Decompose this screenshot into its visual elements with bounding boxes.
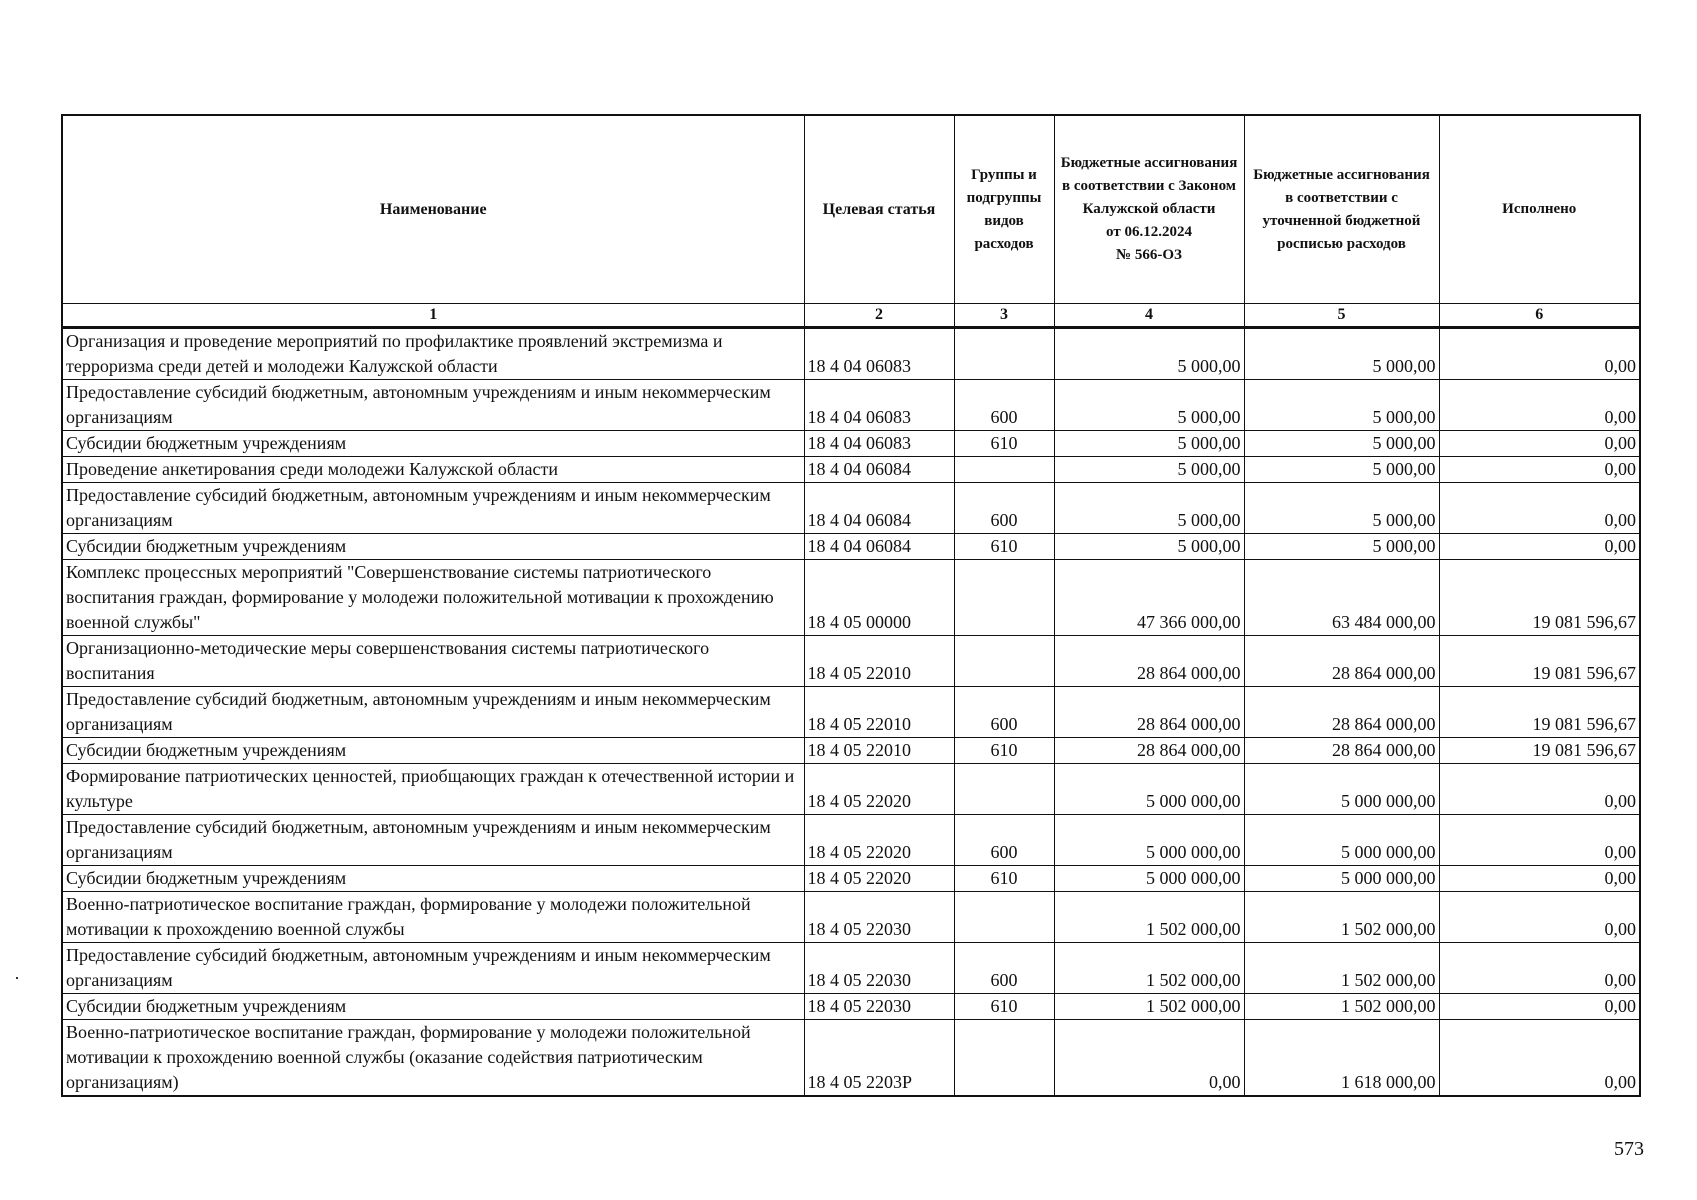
cell-expense-group: 610 xyxy=(954,994,1054,1020)
table-row xyxy=(62,560,1640,636)
cell-law-amount: 1 502 000,00 xyxy=(1054,892,1244,943)
cell-law-amount: 28 864 000,00 xyxy=(1054,636,1244,687)
cell-refined-amount: 5 000,00 xyxy=(1244,483,1439,534)
cell-executed-amount: 0,00 xyxy=(1439,431,1640,457)
cell-expense-group: 600 xyxy=(954,687,1054,738)
cell-refined-amount: 5 000,00 xyxy=(1244,380,1439,431)
cell-law-amount: 5 000,00 xyxy=(1054,457,1244,483)
cell-expense-group: 610 xyxy=(954,431,1054,457)
cell-refined-amount: 5 000,00 xyxy=(1244,431,1439,457)
cell-law-amount: 5 000 000,00 xyxy=(1054,866,1244,892)
cell-name: Формирование патриотических ценностей, приобщающих граждан к отечественной истории и культуре xyxy=(62,764,804,815)
cell-executed-amount: 0,00 xyxy=(1439,380,1640,431)
cell-target-article: 18 4 05 22020 xyxy=(804,764,954,815)
table-header-row xyxy=(62,115,1640,304)
cell-law-amount: 47 366 000,00 xyxy=(1054,560,1244,636)
cell-expense-group: 610 xyxy=(954,738,1054,764)
cell-expense-group xyxy=(954,892,1054,943)
table-row xyxy=(62,764,1640,815)
cell-executed-amount: 19 081 596,67 xyxy=(1439,738,1640,764)
cell-name: Предоставление субсидий бюджетным, автономным учреждениям и иным некоммерческим организациям xyxy=(62,943,804,994)
table-row xyxy=(62,636,1640,687)
header-law-date: от 06.12.2024 xyxy=(1106,224,1192,240)
header-law-assignments xyxy=(1054,115,1244,304)
cell-law-amount: 28 864 000,00 xyxy=(1054,687,1244,738)
cell-name: Субсидии бюджетным учреждениям xyxy=(62,738,804,764)
cell-executed-amount: 0,00 xyxy=(1439,764,1640,815)
column-number: 5 xyxy=(1244,304,1439,328)
cell-target-article: 18 4 04 06083 xyxy=(804,431,954,457)
table-row xyxy=(62,483,1640,534)
table-row xyxy=(62,943,1640,994)
cell-refined-amount: 28 864 000,00 xyxy=(1244,738,1439,764)
cell-target-article: 18 4 05 22020 xyxy=(804,815,954,866)
cell-refined-amount: 28 864 000,00 xyxy=(1244,687,1439,738)
cell-target-article: 18 4 04 06084 xyxy=(804,483,954,534)
cell-executed-amount: 0,00 xyxy=(1439,483,1640,534)
column-number: 3 xyxy=(954,304,1054,328)
header-law-text: Бюджетные ассигнования в соответствии с Законом Калужской области xyxy=(1060,155,1238,217)
cell-executed-amount: 0,00 xyxy=(1439,457,1640,483)
budget-execution-table xyxy=(61,114,1641,1097)
table-row xyxy=(62,1020,1640,1097)
column-number: 2 xyxy=(804,304,954,328)
cell-target-article: 18 4 05 22010 xyxy=(804,636,954,687)
cell-refined-amount: 5 000,00 xyxy=(1244,457,1439,483)
cell-target-article: 18 4 05 00000 xyxy=(804,560,954,636)
page-number: 573 xyxy=(1614,1138,1644,1160)
cell-expense-group: 600 xyxy=(954,380,1054,431)
header-refined-assignments: Бюджетные ассигнования в соответствии с уточненной бюджетной росписью расходов xyxy=(1244,115,1439,304)
column-number: 6 xyxy=(1439,304,1640,328)
table-row xyxy=(62,534,1640,560)
cell-executed-amount: 0,00 xyxy=(1439,815,1640,866)
cell-law-amount: 1 502 000,00 xyxy=(1054,943,1244,994)
cell-name: Военно-патриотическое воспитание граждан, формирование у молодежи положительной мотивации к прохождению военной службы (оказание содействия патриотическим организациям) xyxy=(62,1020,804,1097)
table-row xyxy=(62,815,1640,866)
cell-expense-group: 600 xyxy=(954,943,1054,994)
cell-name: Военно-патриотическое воспитание граждан, формирование у молодежи положительной мотивации к прохождению военной службы xyxy=(62,892,804,943)
cell-target-article: 18 4 05 22030 xyxy=(804,943,954,994)
table-row xyxy=(62,866,1640,892)
cell-law-amount: 5 000,00 xyxy=(1054,431,1244,457)
cell-law-amount: 28 864 000,00 xyxy=(1054,738,1244,764)
table-row xyxy=(62,994,1640,1020)
cell-target-article: 18 4 04 06084 xyxy=(804,534,954,560)
cell-executed-amount: 19 081 596,67 xyxy=(1439,560,1640,636)
cell-refined-amount: 1 502 000,00 xyxy=(1244,943,1439,994)
scan-speck xyxy=(16,977,18,979)
cell-name: Предоставление субсидий бюджетным, автономным учреждениям и иным некоммерческим организациям xyxy=(62,483,804,534)
cell-target-article: 18 4 05 22030 xyxy=(804,892,954,943)
cell-law-amount: 0,00 xyxy=(1054,1020,1244,1097)
cell-name: Организация и проведение мероприятий по профилактике проявлений экстремизма и терроризма среди детей и молодежи Калужской области xyxy=(62,328,804,380)
header-target-article: Целевая статья xyxy=(804,115,954,304)
cell-target-article: 18 4 04 06083 xyxy=(804,328,954,380)
table-row xyxy=(62,738,1640,764)
cell-refined-amount: 63 484 000,00 xyxy=(1244,560,1439,636)
cell-expense-group xyxy=(954,1020,1054,1097)
cell-law-amount: 5 000,00 xyxy=(1054,328,1244,380)
table-row xyxy=(62,328,1640,380)
header-law-number: № 566-ОЗ xyxy=(1116,247,1182,263)
cell-target-article: 18 4 05 22030 xyxy=(804,994,954,1020)
cell-name: Предоставление субсидий бюджетным, автономным учреждениям и иным некоммерческим организациям xyxy=(62,380,804,431)
cell-expense-group: 600 xyxy=(954,483,1054,534)
cell-name: Организационно-методические меры совершенствования системы патриотического воспитания xyxy=(62,636,804,687)
cell-expense-group xyxy=(954,560,1054,636)
cell-name: Субсидии бюджетным учреждениям xyxy=(62,866,804,892)
cell-law-amount: 5 000,00 xyxy=(1054,483,1244,534)
table-row xyxy=(62,892,1640,943)
cell-target-article: 18 4 05 22010 xyxy=(804,738,954,764)
cell-expense-group xyxy=(954,457,1054,483)
table-body xyxy=(62,328,1640,1097)
cell-expense-group: 610 xyxy=(954,866,1054,892)
cell-executed-amount: 19 081 596,67 xyxy=(1439,636,1640,687)
cell-executed-amount: 0,00 xyxy=(1439,328,1640,380)
cell-refined-amount: 5 000 000,00 xyxy=(1244,866,1439,892)
cell-executed-amount: 0,00 xyxy=(1439,1020,1640,1097)
cell-law-amount: 5 000,00 xyxy=(1054,380,1244,431)
cell-executed-amount: 0,00 xyxy=(1439,994,1640,1020)
cell-target-article: 18 4 04 06084 xyxy=(804,457,954,483)
cell-name: Предоставление субсидий бюджетным, автономным учреждениям и иным некоммерческим организациям xyxy=(62,687,804,738)
cell-expense-group xyxy=(954,328,1054,380)
cell-executed-amount: 0,00 xyxy=(1439,534,1640,560)
cell-law-amount: 5 000,00 xyxy=(1054,534,1244,560)
cell-expense-group: 610 xyxy=(954,534,1054,560)
cell-expense-group xyxy=(954,764,1054,815)
cell-expense-group: 600 xyxy=(954,815,1054,866)
cell-name: Субсидии бюджетным учреждениям xyxy=(62,534,804,560)
cell-executed-amount: 0,00 xyxy=(1439,943,1640,994)
cell-refined-amount: 5 000,00 xyxy=(1244,328,1439,380)
cell-refined-amount: 1 502 000,00 xyxy=(1244,994,1439,1020)
table-row xyxy=(62,431,1640,457)
cell-target-article: 18 4 05 22010 xyxy=(804,687,954,738)
table-row xyxy=(62,457,1640,483)
cell-name: Проведение анкетирования среди молодежи Калужской области xyxy=(62,457,804,483)
column-number: 1 xyxy=(62,304,804,328)
cell-name: Субсидии бюджетным учреждениям xyxy=(62,431,804,457)
cell-refined-amount: 1 618 000,00 xyxy=(1244,1020,1439,1097)
cell-executed-amount: 19 081 596,67 xyxy=(1439,687,1640,738)
cell-refined-amount: 5 000 000,00 xyxy=(1244,815,1439,866)
cell-expense-group xyxy=(954,636,1054,687)
cell-target-article: 18 4 05 2203Р xyxy=(804,1020,954,1097)
cell-name: Комплекс процессных мероприятий "Совершенствование системы патриотического воспитания граждан, формирование у молодежи положительной мотивации к прохождению военной службы" xyxy=(62,560,804,636)
cell-name: Субсидии бюджетным учреждениям xyxy=(62,994,804,1020)
cell-target-article: 18 4 04 06083 xyxy=(804,380,954,431)
cell-target-article: 18 4 05 22020 xyxy=(804,866,954,892)
header-name: Наименование xyxy=(62,115,804,304)
header-executed: Исполнено xyxy=(1439,115,1640,304)
cell-refined-amount: 1 502 000,00 xyxy=(1244,892,1439,943)
cell-executed-amount: 0,00 xyxy=(1439,866,1640,892)
cell-executed-amount: 0,00 xyxy=(1439,892,1640,943)
table-row xyxy=(62,687,1640,738)
column-number: 4 xyxy=(1054,304,1244,328)
cell-law-amount: 1 502 000,00 xyxy=(1054,994,1244,1020)
cell-refined-amount: 5 000 000,00 xyxy=(1244,764,1439,815)
cell-law-amount: 5 000 000,00 xyxy=(1054,764,1244,815)
table-row xyxy=(62,380,1640,431)
cell-refined-amount: 28 864 000,00 xyxy=(1244,636,1439,687)
cell-law-amount: 5 000 000,00 xyxy=(1054,815,1244,866)
cell-name: Предоставление субсидий бюджетным, автономным учреждениям и иным некоммерческим организациям xyxy=(62,815,804,866)
column-number-row xyxy=(62,304,1640,328)
header-expense-groups: Группы и подгруппы видов расходов xyxy=(954,115,1054,304)
cell-refined-amount: 5 000,00 xyxy=(1244,534,1439,560)
